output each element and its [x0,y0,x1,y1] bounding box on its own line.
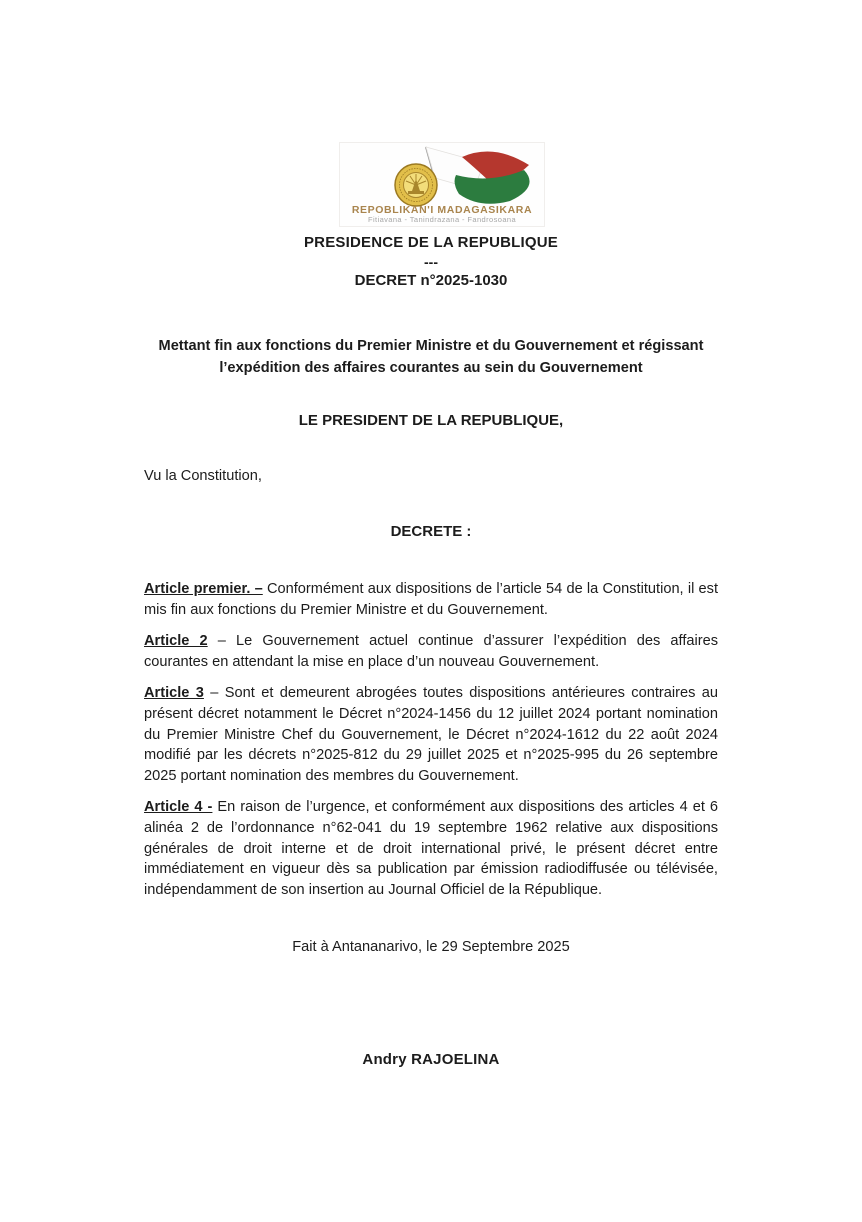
article-3-body: – Sont et demeurent abrogées toutes dispositions antérieures contraires au présent décret notamment le Décret n°2024-1456 du 12 juillet 2024 portant nomination du Premier Ministre Chef du Gouvernement, le Décret n°2024-1612 du 22 août 2024 modifié par les décrets n°2025-812 du 29 juillet 2025 et n°2025-995 du 26 septembre 2025 portant nomination des membres du Gouvernement. [144,685,718,784]
signatory-name: Andry RAJOELINA [362,1051,500,1068]
decrete-heading: DECRETE : [390,523,472,540]
article-2-label: Article 2 [144,633,208,650]
article-1-body: Conformément aux dispositions de l’article 54 de la Constitution, il est mis fin aux fonctions du Premier Ministre et du Gouvernement. [144,581,718,618]
decree-number: DECRET n°2025-1030 [354,272,508,289]
article-1-label: Article premier. – [144,581,263,597]
article-3-label: Article 3 [144,685,204,702]
president-heading: LE PRESIDENT DE LA REPUBLIQUE, [298,412,564,429]
institution-title: PRESIDENCE DE LA REPUBLIQUE [303,234,559,251]
article-2-body: – Le Gouvernement actuel continue d’assurer l’expédition des affaires courantes en attendant la mise en place d’un nouveau Gouvernement. [144,633,719,670]
articles-section [144,579,718,911]
logo-motto: Fitiavana - Tanindrazana - Fandrosoana [367,215,517,224]
national-emblem [339,142,545,227]
article-3-paragraph [144,683,718,786]
decree-title-line-2: l’expédition des affaires courantes au sein du Gouvernement [219,359,643,376]
seal-base [408,191,424,194]
article-4-body: En raison de l’urgence, et conformément aux dispositions des articles 4 et 6 alinéa 2 de l’ordonnance n°62-041 du 19 septembre 1962 relative aux dispositions générales de droit interne et de droit international privé, le présent décret entre immédiatement en vigueur dès sa publication par émission radiodiffusée ou télévisée, indépendamment de son insertion au Journal Officiel de la République. [144,799,718,898]
vu-constitution-line: Vu la Constitution, [144,468,262,484]
logo-country-name: REPOBLIKAN'I MADAGASIKARA [351,204,533,216]
article-4-label: Article 4 - [144,799,213,816]
article-4-paragraph [144,797,718,900]
madagascar-flag-and-seal-icon [340,143,544,207]
article-2-paragraph [144,631,718,672]
article-1-paragraph [144,579,718,620]
decree-title-line-1: Mettant fin aux fonctions du Premier Ministre et du Gouvernement et régissant [158,338,704,354]
place-and-date-line: Fait à Antananarivo, le 29 Septembre 2025 [292,939,570,955]
header-separator: --- [424,254,438,270]
decree-title [111,336,751,379]
